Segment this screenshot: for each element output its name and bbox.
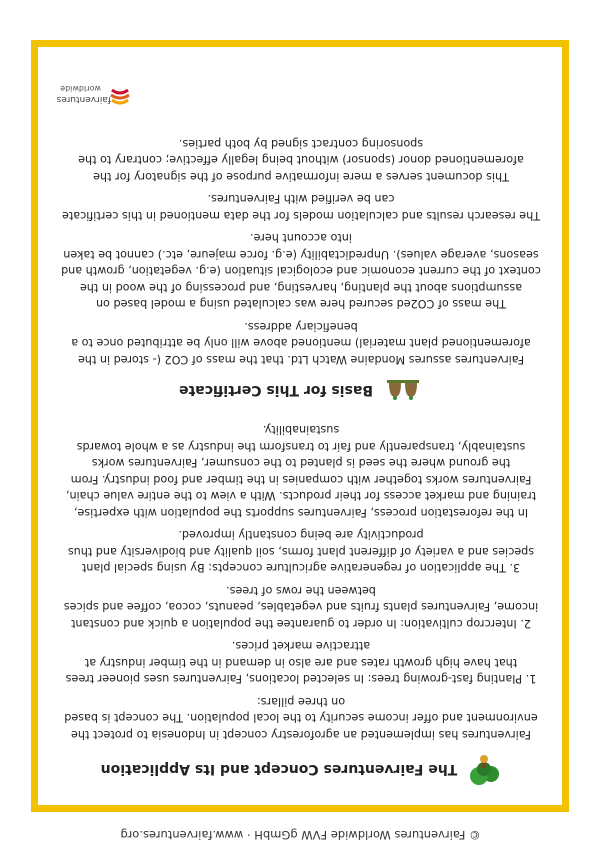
fairventures-swirl-icon <box>109 84 131 106</box>
pillar-item-2: 2. Intercrop cultivation: In order to guarantee the population a quick and constant income, Fairventures plants fruits and vegetables, peanuts, cocoa, coffee and spices between the rows of trees. <box>63 584 539 630</box>
certificate-content <box>61 129 541 791</box>
logo-sub-text: worldwide <box>60 84 101 93</box>
concept-intro: Fairventures has implemented an agroforestry concept in Indonesia to protect the environment and offer income security to the local population. The concept is based on three pillars: <box>64 695 538 741</box>
fairventures-logo <box>51 60 131 110</box>
pillar-item-3: 3. The application of regenerative agriculture concepts: By using special plant species and a variety of different plant forms, soil quality and biodiversity and thus productivity are being constantly improved. <box>67 528 535 575</box>
basis-paragraph-2: The mass of CO2ed secured here was calculated using a model based on assumptions about the planting, harvesting, and processing of the wood in the context of the current economic and ecological situation (e.g. vegetation, growth and seasons, average values). Unpredictability (e.g. force majeure, etc.) cannot be taken into account here. <box>61 231 541 311</box>
basis-paragraph-1: Fairventures assures Mondaine Watch Ltd. that the mass of CO2 (- stored in the aforementioned plant material) mentioned above will only be attributed once to a beneficiary address. <box>71 320 531 366</box>
section-title-basis: Basis for This Certificate <box>179 382 373 399</box>
copyright-footer: © Fairventures Worldwide FVW gGmbH · www.fairventures.org <box>120 828 481 842</box>
bells-icon <box>383 377 423 403</box>
logo-brand-text: fairventures <box>56 94 111 104</box>
section-heading-concept <box>61 752 541 786</box>
basis-paragraph-3: The research results and calculation models for the data mentioned in this certificate can be verified with Fairventures. <box>61 192 541 222</box>
pillar-item-1: 1. Planting fast-growing trees: In selected locations, Fairventures uses pioneer trees that have high growth rates and are also in demand in the timber industry at attractive market prices. <box>65 639 537 686</box>
section-heading-basis <box>61 377 541 403</box>
basis-paragraph-4: This document serves a mere informative purpose of the signatory for the aforementioned donor (sponsor) without being legally effective; contrary to the sponsoring contract signed by both parties. <box>78 137 524 183</box>
section-title-concept: The Fairventures Concept and Its Application <box>100 761 458 778</box>
tree-icon <box>467 752 501 786</box>
concept-closing: In the reforestation process, Fairventures supports the population with expertise, training and market access for their products. With a view to the entire value chain, Fairventures works together with companies in the timber and food industry. From the ground where the seed is planted to the consumer, Fairventures works sustainably, transparently and fair to transform the industry as a whole towards sustainability. <box>65 423 537 519</box>
